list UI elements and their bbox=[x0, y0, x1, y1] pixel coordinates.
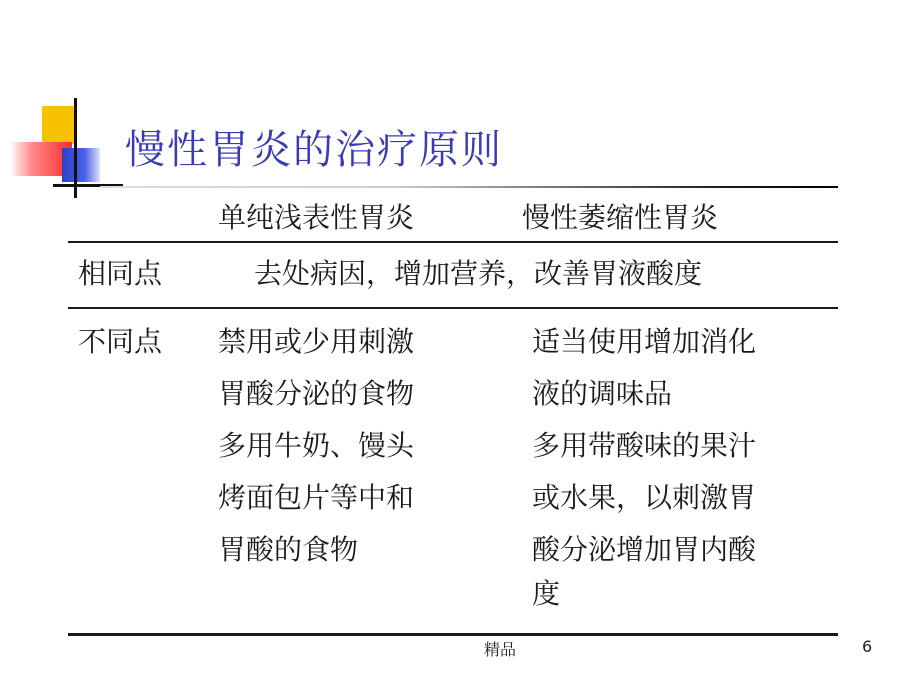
table-rule-bottom bbox=[68, 633, 838, 636]
title-underline bbox=[100, 186, 838, 188]
slide-title: 慢性胃炎的治疗原则 bbox=[125, 127, 503, 173]
right-line: 度 bbox=[532, 577, 561, 610]
right-line: 酸分泌增加胃内酸 bbox=[532, 533, 757, 566]
table-rule-header bbox=[68, 241, 838, 243]
vertical-line bbox=[74, 98, 77, 198]
header-superficial-gastritis: 单纯浅表性胃炎 bbox=[218, 201, 415, 234]
right-line: 或水果，以刺激胃 bbox=[532, 481, 757, 514]
header-atrophic-gastritis: 慢性萎缩性胃炎 bbox=[522, 201, 719, 234]
left-line: 胃酸的食物 bbox=[218, 533, 359, 566]
left-line: 胃酸分泌的食物 bbox=[218, 377, 415, 410]
row-same-text: 去处病因，增加营养，改善胃液酸度 bbox=[254, 257, 703, 290]
page-number: 6 bbox=[862, 637, 873, 656]
right-line: 液的调味品 bbox=[532, 377, 673, 410]
row-label-diff: 不同点 bbox=[78, 325, 163, 358]
blue-gradient-square bbox=[62, 148, 100, 182]
right-line: 适当使用增加消化 bbox=[532, 325, 757, 358]
footer-text: 精品 bbox=[484, 640, 517, 659]
right-line: 多用带酸味的果汁 bbox=[532, 429, 757, 462]
table-rule-middle bbox=[68, 307, 838, 309]
row-label-same: 相同点 bbox=[78, 257, 163, 290]
left-line: 禁用或少用刺激 bbox=[218, 325, 415, 358]
left-line: 多用牛奶、馒头 bbox=[218, 429, 415, 462]
left-line: 烤面包片等中和 bbox=[218, 481, 415, 514]
decorative-logo bbox=[0, 0, 130, 210]
yellow-square bbox=[42, 106, 76, 144]
